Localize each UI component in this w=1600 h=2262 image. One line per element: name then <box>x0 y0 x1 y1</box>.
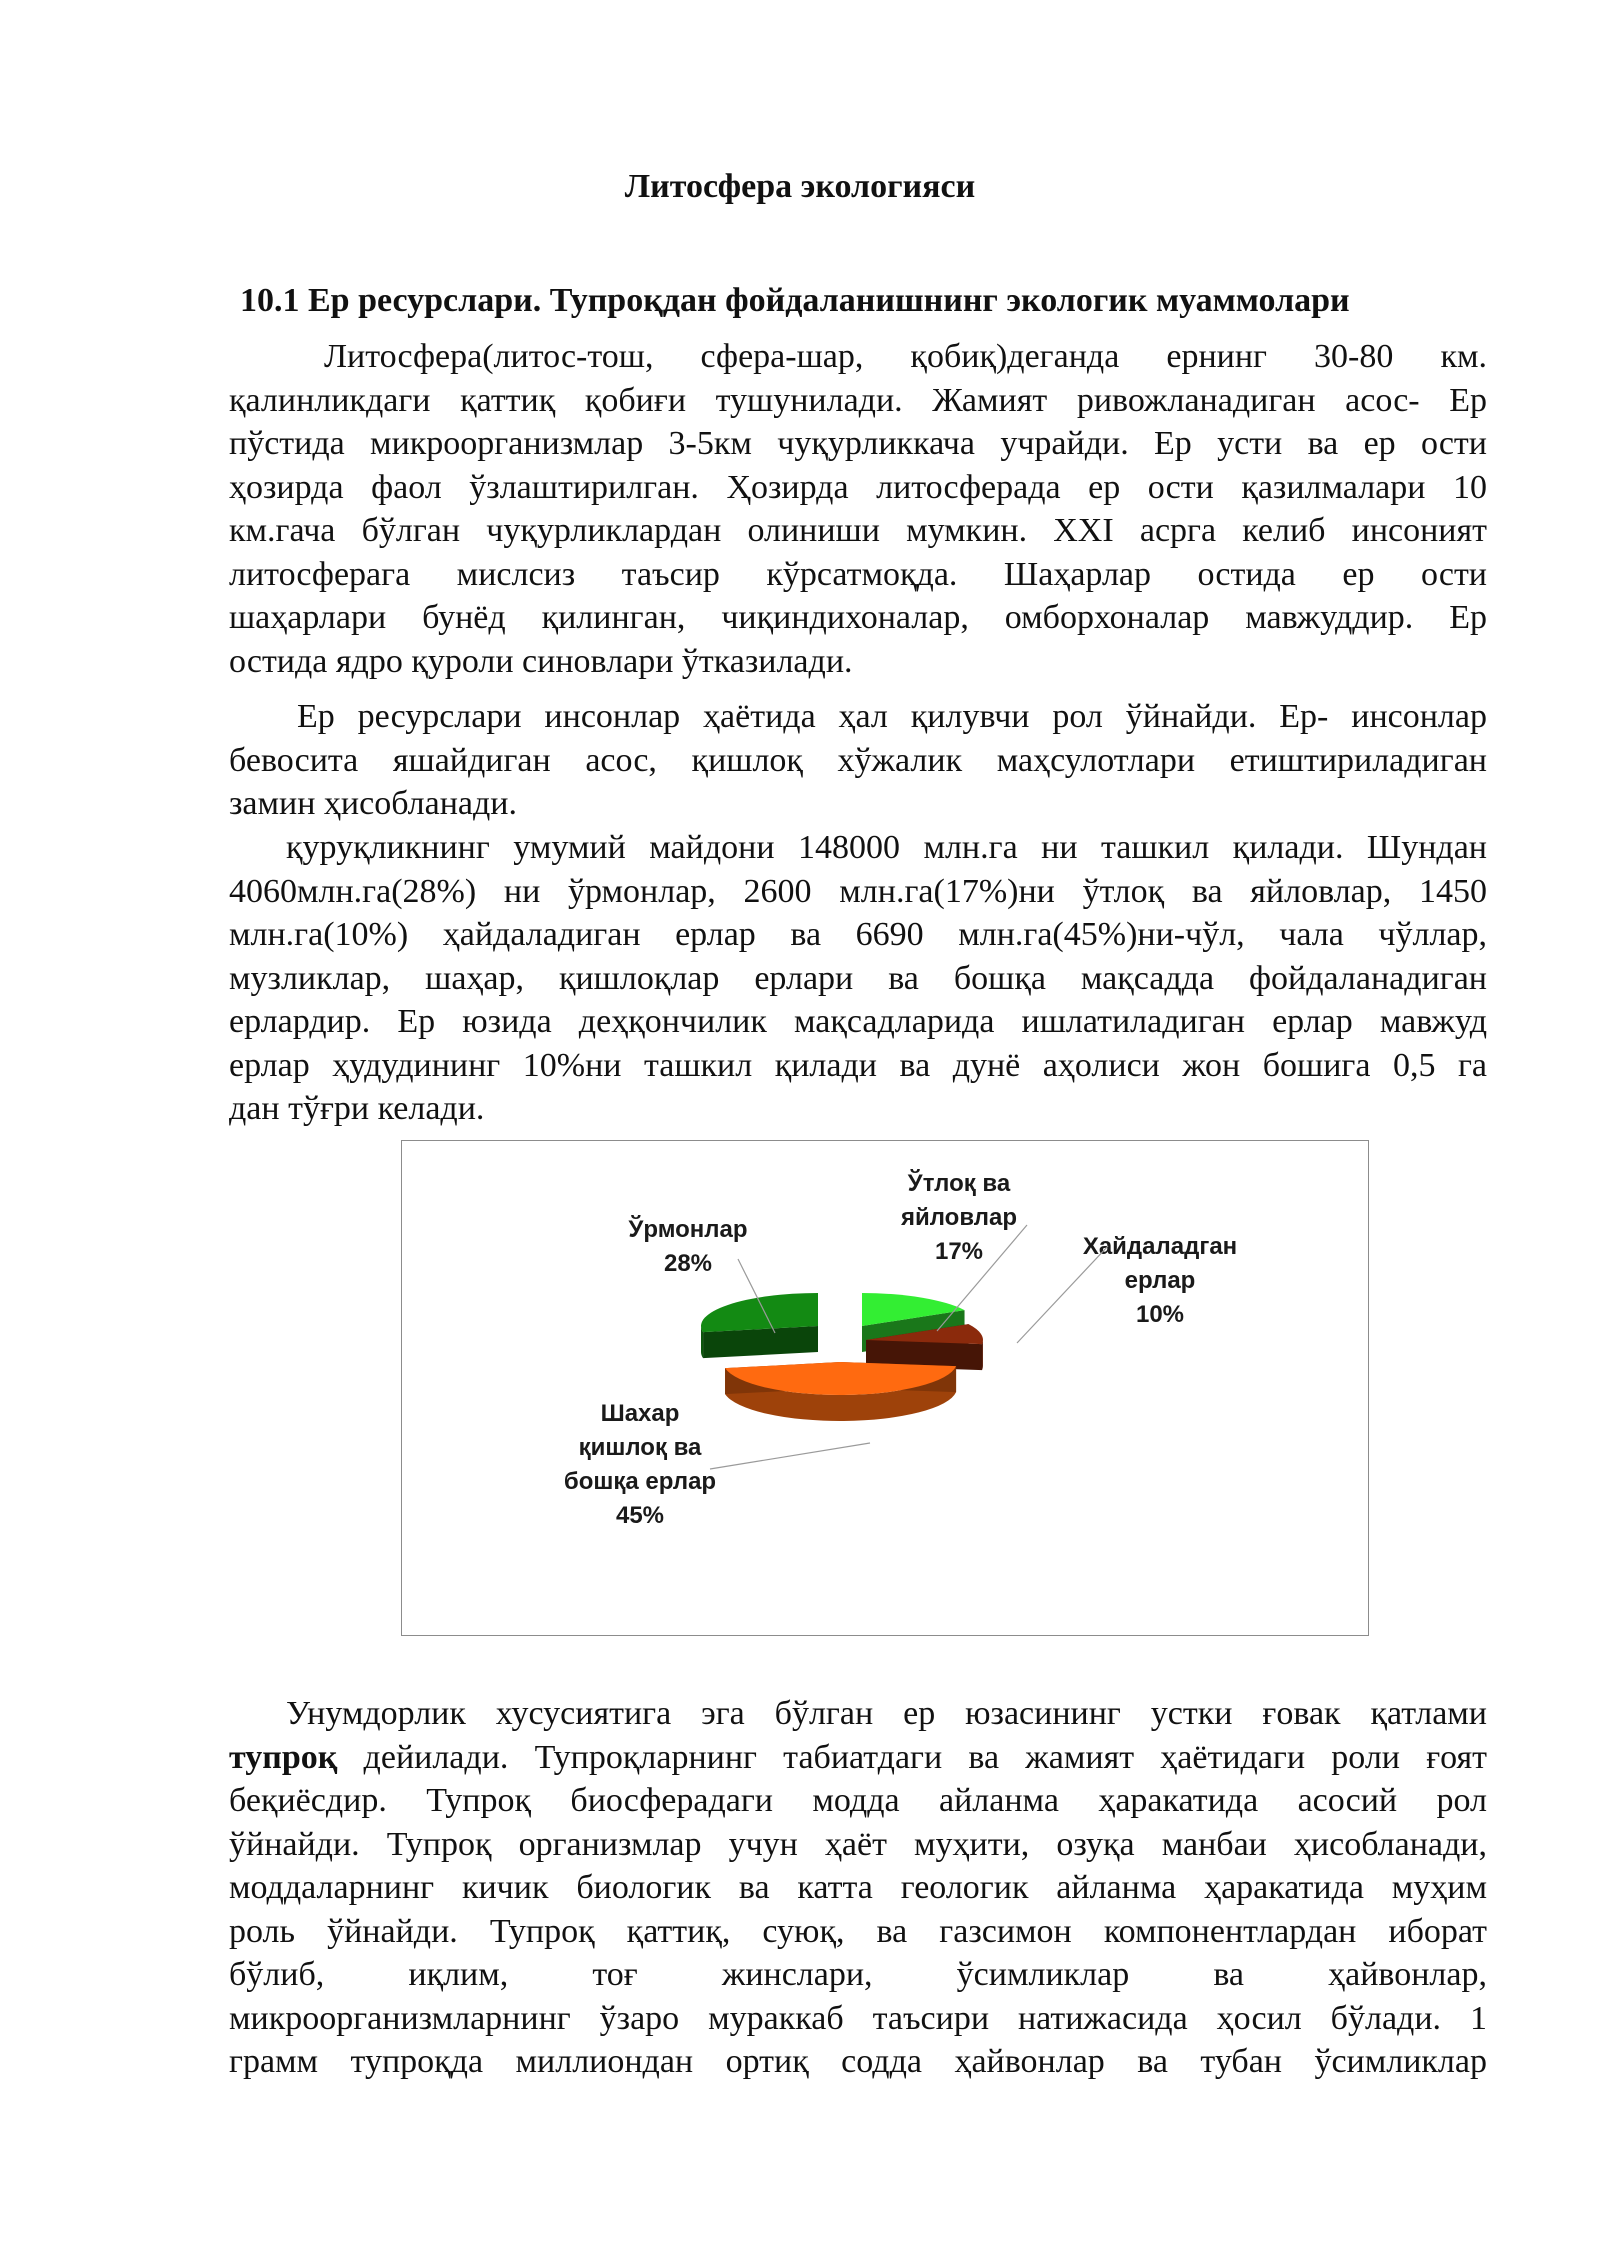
soil-line: роль ўйнайди. Тупроқ қаттиқ, суюқ, ва газсимон компонентлардан иборат <box>229 1912 1487 1950</box>
soil-line: ўйнайди. Тупроқ организмлар учун ҳаёт муҳити, озуқа манбаи ҳисобланади, <box>229 1825 1487 1863</box>
lithosphere-line: ҳозирда фаол ўзлаштирилган. Ҳозирда литосферада ер ости қазилмалари 10 <box>229 468 1487 506</box>
land-resources-line: бевосита яшайдиган асос, қишлоқ хўжалик маҳсулотлари етиштириладиган <box>229 741 1487 779</box>
lithosphere-line: пўстида микроорганизмлар 3-5км чуқурликкача учрайди. Ер усти ва ер ости <box>229 425 1487 462</box>
section-heading: 10.1 Ер ресурслари. Тупроқдан фойдаланишнинг экологик муаммолари <box>240 282 1350 319</box>
soil-bold-term: тупроқ <box>229 1738 338 1776</box>
land-use-pie-chart <box>401 1140 1369 1636</box>
pie-leader-line <box>1017 1246 1108 1343</box>
land-area-line: 4060млн.га(28%) ни ўрмонлар, 2600 млн.га(17%)ни ўтлоқ ва яйловлар, 1450 <box>229 872 1487 910</box>
pie-slice-label: Ўрмонлар 28% <box>628 1216 748 1277</box>
soil-line: микроорганизмларнинг ўзаро мураккаб таъсири натижасида ҳосил бўлади. 1 <box>229 1999 1487 2037</box>
soil-line: бўлиб, иқлим, тоғ жинслари, ўсимликлар ва ҳайвонлар, <box>229 1956 1487 1993</box>
lithosphere-line: остида ядро қуроли синовлари ўтказилади. <box>229 642 853 680</box>
soil-line: Унумдорлик хусусиятига эга бўлган ер юзасининг устки ғовак қатлами <box>286 1695 1487 1732</box>
land-area-line: қуруқликнинг умумий майдони 148000 млн.га ни ташкил қилади. Шундан <box>286 829 1487 866</box>
page-title: Литосфера экологияси <box>624 168 976 205</box>
paragraph-lithosphere <box>229 335 1487 683</box>
pie-slice-label: Хайдаладган ерлар 10% <box>1082 1233 1238 1328</box>
soil-line: грамм тупроқда миллиондан ортиқ содда ҳайвонлар ва тубан ўсимликлар <box>229 2043 1487 2080</box>
pie-leader-line <box>710 1443 870 1469</box>
paragraph-soil <box>229 1692 1487 2084</box>
land-area-line: ерлардир. Ер юзида деҳқончилик мақсадларида ишлатиладиган ерлар мавжуд <box>229 1003 1487 1040</box>
paragraph-land-resources <box>229 695 1487 826</box>
pie-slice-label: Шахар қишлоқ ва бошқа ерлар 45% <box>563 1400 717 1529</box>
pie-slice-side <box>982 1340 983 1370</box>
pie-slice-top <box>701 1293 818 1332</box>
pie-chart-svg <box>402 1141 1368 1635</box>
soil-line <box>229 1736 1487 1780</box>
lithosphere-line: км.гача бўлган чуқурликлардан олиниши мумкин. XXI асрга келиб инсоният <box>229 512 1487 549</box>
lithosphere-line: шаҳарлари бунёд қилинган, чиқиндихоналар, омборхоналар мавжуддир. Ер <box>229 599 1487 636</box>
paragraph-land-area <box>229 826 1487 1131</box>
land-area-line: музликлар, шаҳар, қишлоқлар ерлари ва бошқа мақсадда фойдаланадиган <box>229 959 1487 997</box>
land-area-line: дан тўғри келади. <box>229 1090 485 1127</box>
pie-slice-label: Ўтлоқ ва яйловлар 17% <box>900 1170 1018 1265</box>
lithosphere-line: қалинликдаги қаттиқ қобиғи тушунилади. Жамият ривожланадиган асос- Ер <box>229 381 1487 419</box>
lithosphere-line: литосферага мислсиз таъсир кўрсатмоқда. Шаҳарлар остида ер ости <box>229 555 1487 593</box>
land-area-line: млн.га(10%) ҳайдаладиган ерлар ва 6690 млн.га(45%)ни-чўл, чала чўллар, <box>229 916 1487 953</box>
land-resources-line: замин ҳисобланади. <box>229 785 518 822</box>
soil-line: моддаларнинг кичик биологик ва катта геологик айланма ҳаракатида муҳим <box>229 1869 1487 1906</box>
lithosphere-line: Литосфера(литос-тош, сфера-шар, қобиқ)деганда ернинг 30-80 км. <box>324 338 1487 375</box>
soil-line: беқиёсдир. Тупроқ биосферадаги модда айланма ҳаракатида асосий рол <box>229 1782 1487 1819</box>
pie-slice <box>725 1362 956 1421</box>
land-area-line: ерлар ҳудудининг 10%ни ташкил қилади ва дунё аҳолиси жон бошига 0,5 га <box>229 1046 1487 1084</box>
soil-line-rest: дейилади. Тупроқларнинг табиатдаги ва жамият ҳаётидаги роли ғоят <box>337 1738 1487 1776</box>
land-resources-line: Ер ресурслари инсонлар ҳаётида ҳал қилувчи рол ўйнайди. Ер- инсонлар <box>297 698 1487 735</box>
